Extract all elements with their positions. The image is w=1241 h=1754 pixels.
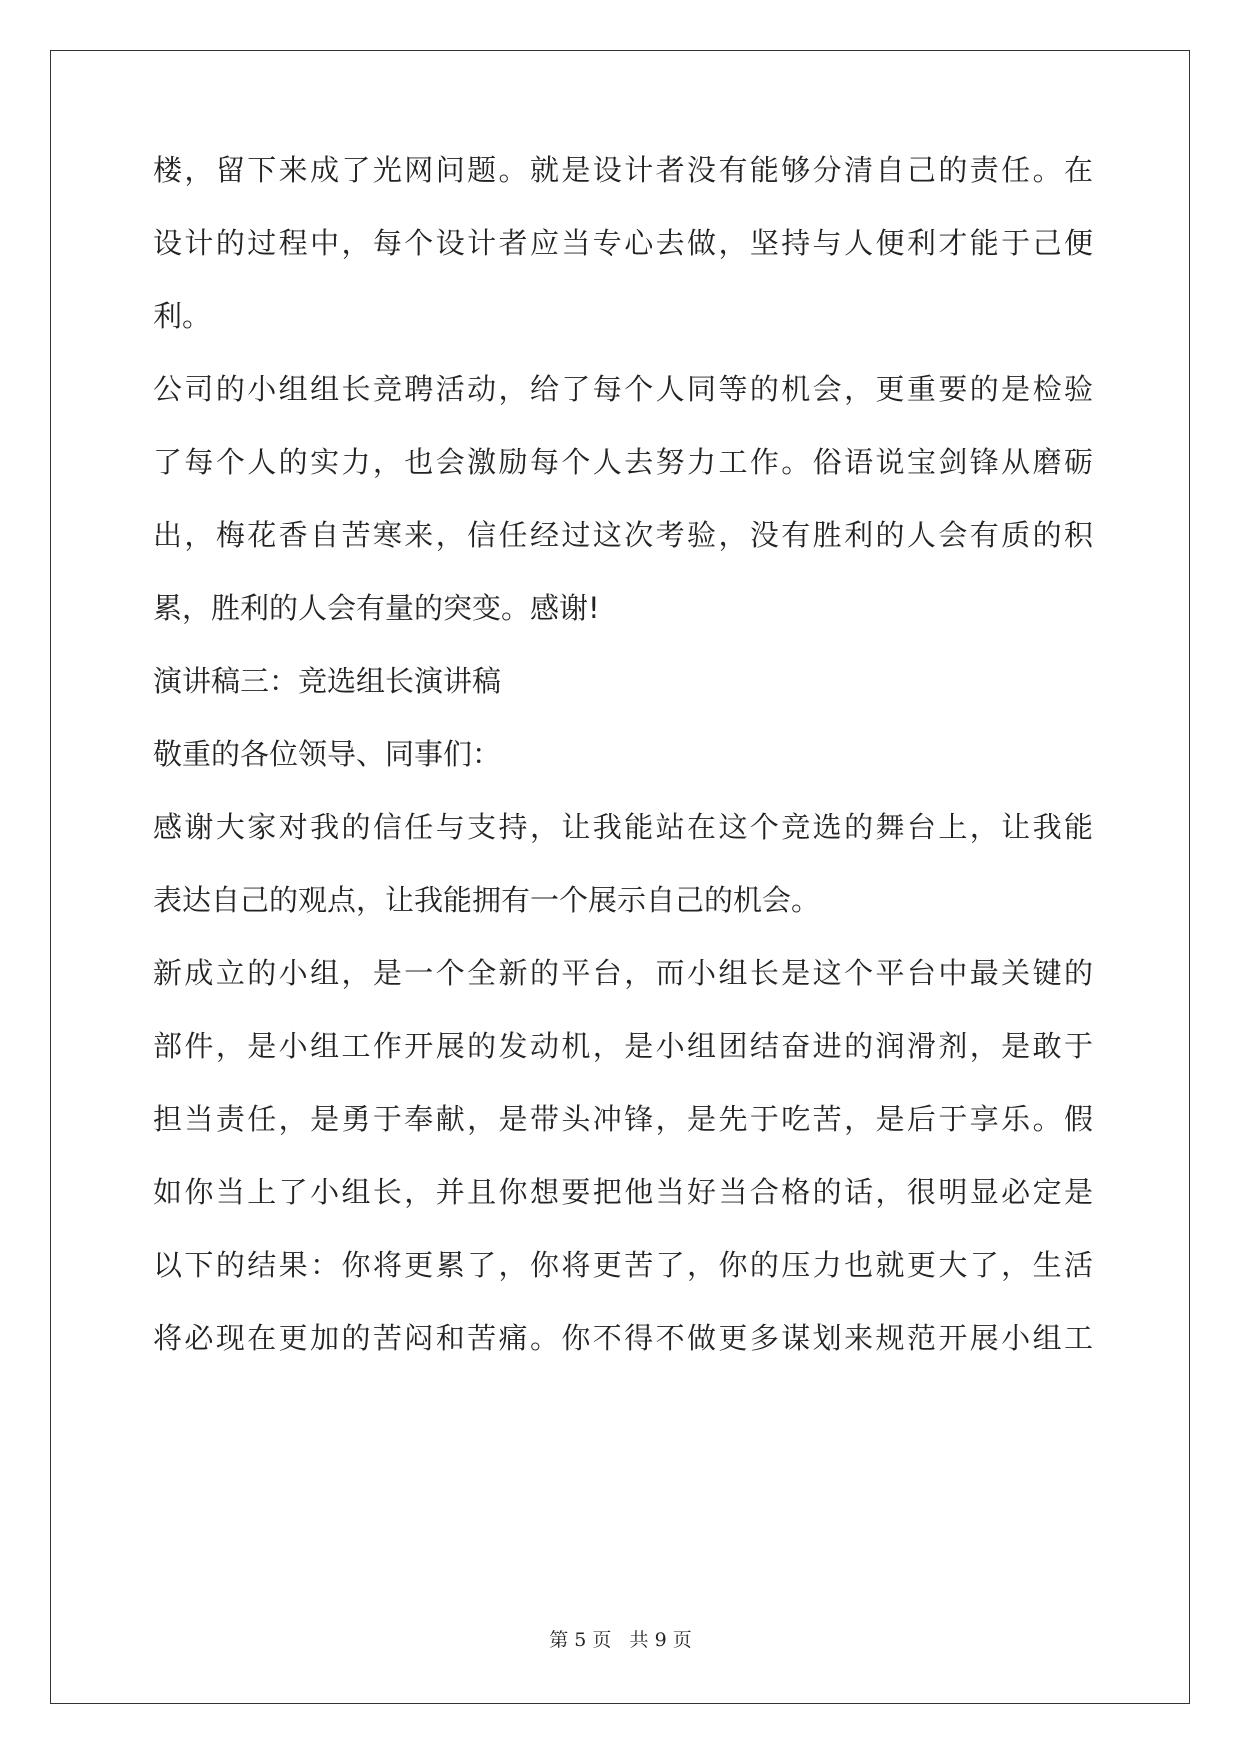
- text-line: 部件，是小组工作开展的发动机，是小组团结奋进的润滑剂，是敢于: [153, 1029, 1093, 1063]
- salutation: 敬重的各位领导、同事们：: [153, 737, 502, 771]
- text-line: 以下的结果：你将更累了，你将更苦了，你的压力也就更大了，生活: [153, 1248, 1093, 1282]
- text-line: 累，胜利的人会有量的突变。感谢!: [153, 591, 600, 625]
- text-line: 将必现在更加的苦闷和苦痛。你不得不做更多谋划来规范开展小组工: [153, 1321, 1093, 1355]
- text-line: 利。: [153, 299, 212, 333]
- text-line: 如你当上了小组长，并且你想要把他当好当合格的话，很明显必定是: [153, 1175, 1093, 1209]
- text-line: 楼，留下来成了光网问题。就是设计者没有能够分清自己的责任。在: [153, 153, 1093, 187]
- text-line: 出，梅花香自苦寒来，信任经过这次考验，没有胜利的人会有质的积: [153, 518, 1093, 552]
- text-line: 感谢大家对我的信任与支持，让我能站在这个竞选的舞台上，让我能: [153, 810, 1093, 844]
- text-line: 公司的小组组长竞聘活动，给了每个人同等的机会，更重要的是检验: [153, 372, 1093, 406]
- text-line: 担当责任，是勇于奉献，是带头冲锋，是先于吃苦，是后于享乐。假: [153, 1102, 1093, 1136]
- text-line: 了每个人的实力，也会激励每个人去努力工作。俗语说宝剑锋从磨砺: [153, 445, 1093, 479]
- text-line: 表达自己的观点，让我能拥有一个展示自己的机会。: [153, 883, 821, 917]
- page-number: 第 5 页 共 9 页: [549, 1629, 692, 1651]
- text-line: 新成立的小组，是一个全新的平台，而小组长是这个平台中最关键的: [153, 956, 1093, 990]
- text-line: 设计的过程中，每个设计者应当专心去做，坚持与人便利才能于己便: [153, 226, 1093, 260]
- section-heading: 演讲稿三：竞选组长演讲稿: [153, 664, 502, 698]
